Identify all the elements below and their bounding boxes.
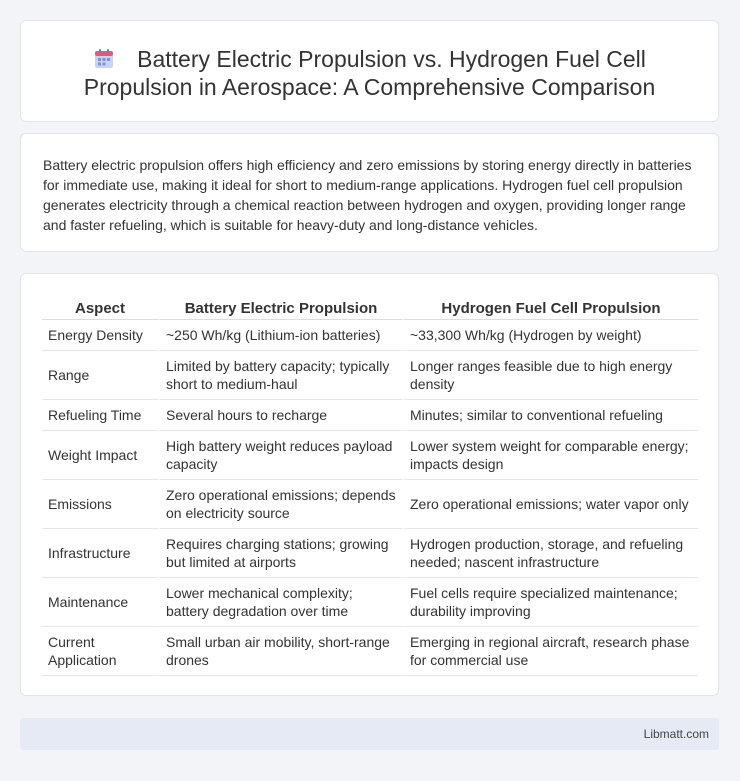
- table-row: [42, 400, 698, 431]
- calendar-icon: [93, 48, 115, 70]
- table-row: [42, 578, 698, 627]
- cell-aspect: Range: [42, 351, 160, 400]
- table-row: [42, 351, 698, 400]
- cell-aspect: Maintenance: [42, 578, 160, 627]
- cell-aspect: Weight Impact: [42, 431, 160, 480]
- cell-battery: Zero operational emissions; depends on electricity source: [160, 480, 404, 529]
- cell-hydrogen: Longer ranges feasible due to high energy density: [404, 351, 698, 400]
- cell-battery: Requires charging stations; growing but limited at airports: [160, 529, 404, 578]
- table-row: [42, 320, 698, 351]
- summary-text: Battery electric propulsion offers high efficiency and zero emissions by storing energy directly in batteries for immediate use, making it ideal for short to medium-range applications. Hydrogen fuel cell propulsion generates electricity through a chemical reaction between hydrogen and oxygen, providing longer range and faster refueling, which is suitable for heavy-duty and long-distance vehicles.: [43, 157, 692, 233]
- page-title-text: Battery Electric Propulsion vs. Hydrogen Fuel Cell Propulsion in Aerospace: A Comprehensive Comparison: [83, 46, 656, 100]
- footer: [20, 718, 719, 750]
- cell-aspect: Current Application: [42, 627, 160, 676]
- table-row: [42, 480, 698, 529]
- cell-battery: Lower mechanical complexity; battery degradation over time: [160, 578, 404, 627]
- cell-hydrogen: Lower system weight for comparable energy; impacts design: [404, 431, 698, 480]
- cell-battery: Several hours to recharge: [160, 400, 404, 431]
- header-battery: Battery Electric Propulsion: [160, 294, 404, 320]
- summary-card: [20, 133, 719, 252]
- cell-battery: Small urban air mobility, short-range drones: [160, 627, 404, 676]
- header-aspect: Aspect: [42, 294, 160, 320]
- comparison-table: [42, 294, 698, 676]
- comparison-card: [20, 273, 719, 696]
- cell-hydrogen: Hydrogen production, storage, and refueling needed; nascent infrastructure: [404, 529, 698, 578]
- table-row: [42, 627, 698, 676]
- table-row: [42, 529, 698, 578]
- cell-aspect: Emissions: [42, 480, 160, 529]
- cell-hydrogen: Zero operational emissions; water vapor only: [404, 480, 698, 529]
- cell-hydrogen: Minutes; similar to conventional refueling: [404, 400, 698, 431]
- cell-battery: Limited by battery capacity; typically short to medium-haul: [160, 351, 404, 400]
- footer-site-link[interactable]: Libmatt.com: [643, 727, 709, 741]
- header-hydrogen: Hydrogen Fuel Cell Propulsion: [404, 294, 698, 320]
- cell-aspect: Refueling Time: [42, 400, 160, 431]
- cell-hydrogen: ~33,300 Wh/kg (Hydrogen by weight): [404, 320, 698, 351]
- cell-hydrogen: Fuel cells require specialized maintenance; durability improving: [404, 578, 698, 627]
- cell-aspect: Infrastructure: [42, 529, 160, 578]
- cell-battery: High battery weight reduces payload capacity: [160, 431, 404, 480]
- title-card: [20, 20, 719, 122]
- table-row: [42, 431, 698, 480]
- cell-hydrogen: Emerging in regional aircraft, research phase for commercial use: [404, 627, 698, 676]
- cell-aspect: Energy Density: [42, 320, 160, 351]
- table-header-row: [42, 294, 698, 320]
- cell-battery: ~250 Wh/kg (Lithium-ion batteries): [160, 320, 404, 351]
- page-title: [21, 45, 718, 101]
